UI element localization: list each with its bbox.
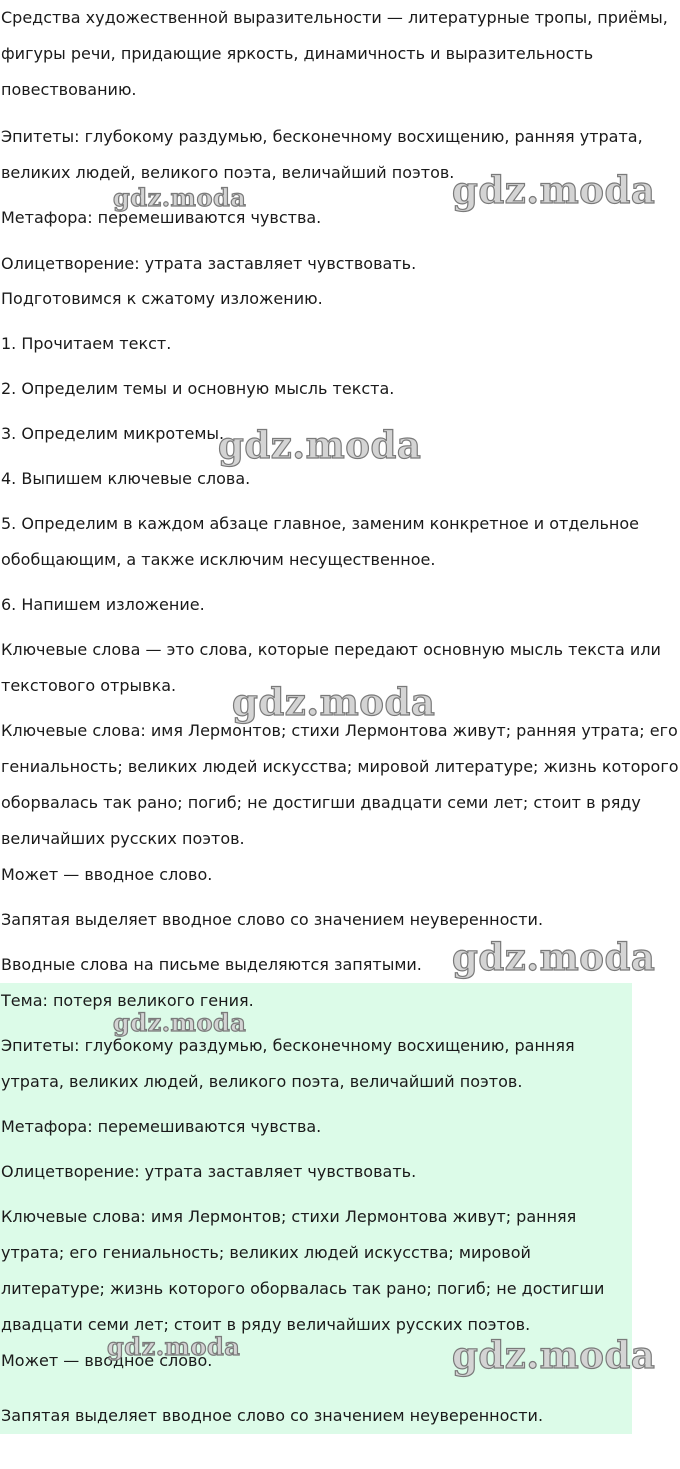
text-line: 2. Определим темы и основную мысль текста. xyxy=(1,379,395,398)
text-line: Запятая выделяет вводное слово со значением неуверенности. xyxy=(1,910,544,929)
text-line: утрата; его гениальность; великих людей искусства; мировой xyxy=(1,1243,531,1262)
answer-paragraph xyxy=(1,1154,416,1190)
text-line: Метафора: перемешиваются чувства. xyxy=(1,208,322,227)
body-paragraph xyxy=(1,506,639,578)
body-paragraph xyxy=(1,587,205,623)
text-line: Ключевые слова: имя Лермонтов; стихи Лермонтова живут; ранняя утрата; его xyxy=(1,721,678,740)
body-paragraph xyxy=(1,416,224,452)
body-paragraph xyxy=(1,857,212,893)
text-line: утрата, великих людей, великого поэта, величайший поэтов. xyxy=(1,1072,523,1091)
watermark: gdz.moda xyxy=(218,423,422,467)
body-paragraph xyxy=(1,326,171,362)
watermark: gdz.moda xyxy=(113,183,247,212)
body-paragraph xyxy=(1,713,679,857)
body-paragraph xyxy=(1,0,668,108)
body-paragraph xyxy=(1,902,543,938)
text-line: оборвалась так рано; погиб; не достигши двадцати семи лет; стоит в ряду xyxy=(1,793,641,812)
answer-paragraph xyxy=(1,1398,543,1434)
answer-paragraph xyxy=(1,1109,321,1145)
answer-paragraph xyxy=(1,983,254,1019)
body-paragraph xyxy=(1,461,250,497)
body-paragraph xyxy=(1,119,643,191)
text-line: 4. Выпишем ключевые слова. xyxy=(1,469,251,488)
body-paragraph xyxy=(1,246,416,282)
text-line: Эпитеты: глубокому раздумью, бесконечному восхищению, ранняя утрата, xyxy=(1,127,643,146)
text-line: Тема: потеря великого гения. xyxy=(1,991,254,1010)
text-line: Эпитеты: глубокому раздумью, бесконечному восхищению, ранняя xyxy=(1,1036,575,1055)
body-paragraph xyxy=(1,947,422,983)
watermark: gdz.moda xyxy=(113,1008,247,1037)
text-line: Вводные слова на письме выделяются запятыми. xyxy=(1,955,422,974)
text-line: повествованию. xyxy=(1,80,137,99)
text-line: Может — вводное слово. xyxy=(1,865,213,884)
text-line: текстового отрывка. xyxy=(1,676,177,695)
text-line: Может — вводное слово. xyxy=(1,1351,213,1370)
watermark: gdz.moda xyxy=(452,1333,656,1377)
text-line: Метафора: перемешиваются чувства. xyxy=(1,1117,322,1136)
text-line: Ключевые слова — это слова, которые передают основную мысль текста или xyxy=(1,640,661,659)
text-line: 1. Прочитаем текст. xyxy=(1,334,172,353)
body-paragraph xyxy=(1,371,394,407)
answer-paragraph xyxy=(1,1199,604,1343)
answer-paragraph xyxy=(1,1343,212,1379)
text-line: 6. Напишем изложение. xyxy=(1,595,205,614)
text-line: Олицетворение: утрата заставляет чувствовать. xyxy=(1,1162,417,1181)
text-line: двадцати семи лет; стоит в ряду величайших русских поэтов. xyxy=(1,1315,531,1334)
text-line: Запятая выделяет вводное слово со значением неуверенности. xyxy=(1,1406,544,1425)
body-paragraph xyxy=(1,281,323,317)
text-line: Подготовимся к сжатому изложению. xyxy=(1,289,323,308)
text-line: величайших русских поэтов. xyxy=(1,829,245,848)
text-line: литературе; жизнь которого оборвалась так рано; погиб; не достигши xyxy=(1,1279,605,1298)
watermark: gdz.moda xyxy=(232,680,436,724)
text-line: Средства художественной выразительности — литературные тропы, приёмы, xyxy=(1,8,668,27)
answer-paragraph xyxy=(1,1028,575,1100)
body-paragraph xyxy=(1,632,661,704)
text-line: Ключевые слова: имя Лермонтов; стихи Лермонтова живут; ранняя xyxy=(1,1207,577,1226)
text-line: гениальность; великих людей искусства; мировой литературе; жизнь которого xyxy=(1,757,679,776)
text-line: Олицетворение: утрата заставляет чувствовать. xyxy=(1,254,417,273)
watermark: gdz.moda xyxy=(452,168,656,212)
text-line: великих людей, великого поэта, величайший поэтов. xyxy=(1,163,455,182)
text-line: 3. Определим микротемы. xyxy=(1,424,225,443)
body-paragraph xyxy=(1,200,321,236)
text-line: 5. Определим в каждом абзаце главное, заменим конкретное и отдельное xyxy=(1,514,640,533)
text-line: обобщающим, а также исключим несущественное. xyxy=(1,550,436,569)
watermark: gdz.moda xyxy=(107,1332,241,1361)
watermark: gdz.moda xyxy=(452,935,656,979)
text-line: фигуры речи, придающие яркость, динамичность и выразительность xyxy=(1,44,594,63)
